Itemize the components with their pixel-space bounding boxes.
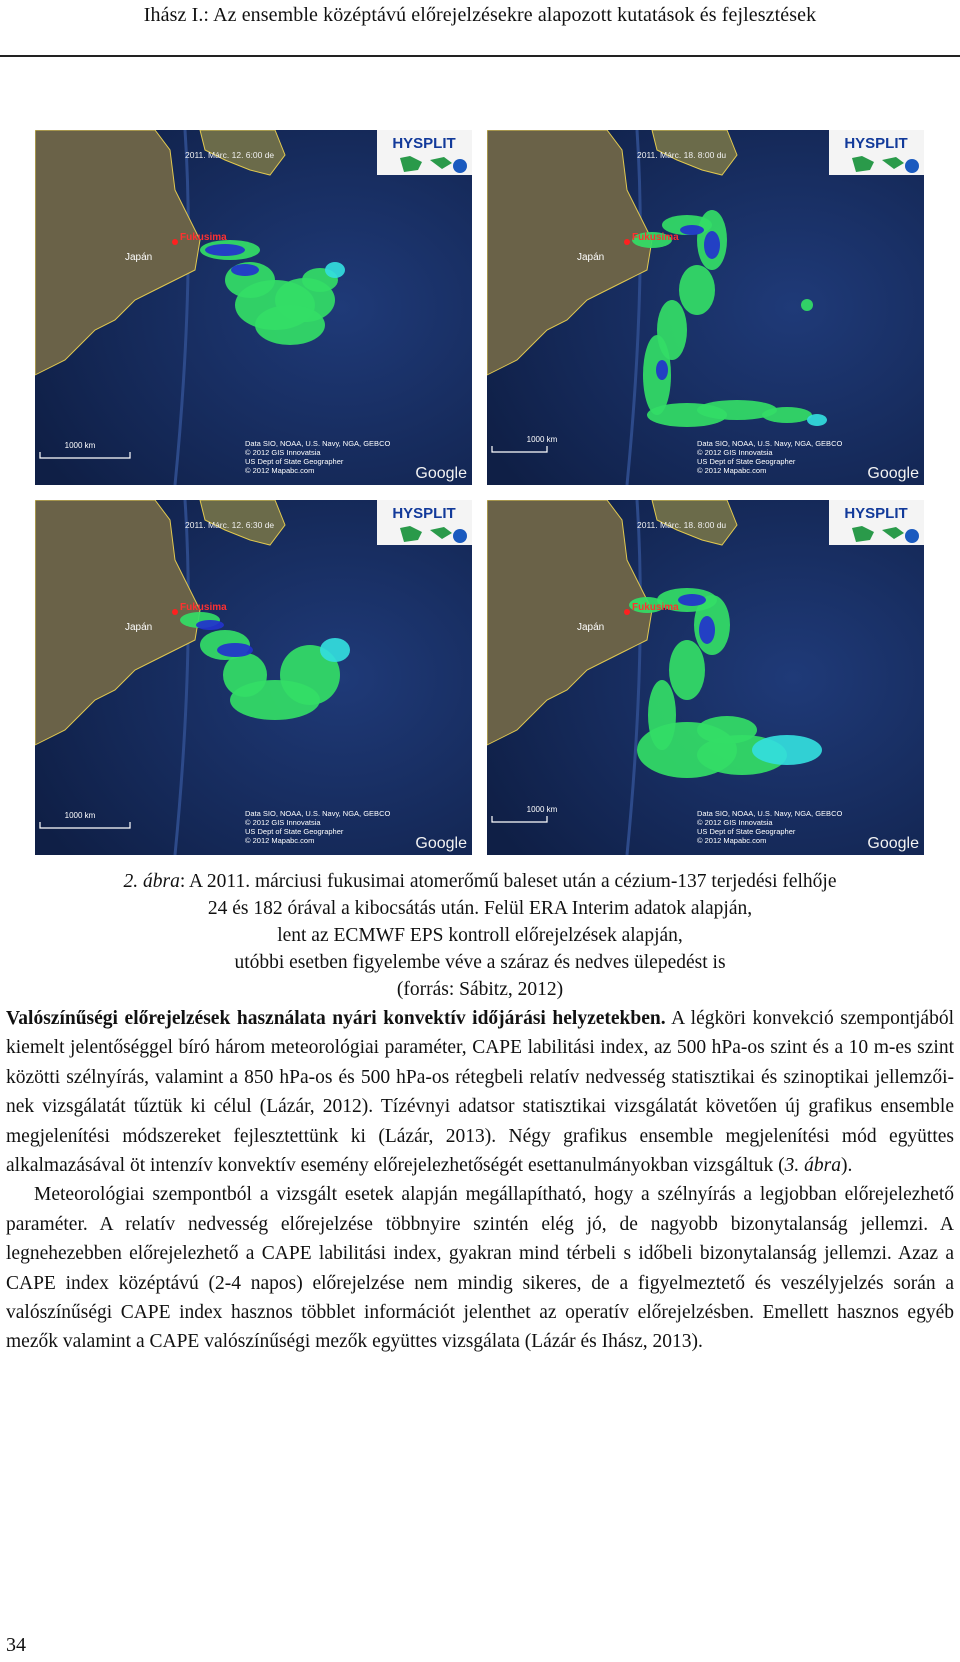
timestamp-label: 2011. Márc. 12. 6:30 de <box>185 520 275 530</box>
figure-reference: 3. ábra <box>784 1155 841 1177</box>
caption-line-3: lent az ECMWF EPS kontroll előrejelzések alapján, <box>277 925 683 946</box>
scale-label: 1000 km <box>526 805 558 814</box>
scale-label: 1000 km <box>526 435 558 444</box>
noaa-logo-icon <box>905 159 919 173</box>
data-credit: Data SIO, NOAA, U.S. Navy, NGA, GEBCO <box>697 809 843 818</box>
country-label: Japán <box>577 252 605 263</box>
plume-blob <box>320 638 350 662</box>
google-watermark: Google <box>415 465 467 482</box>
map-panel-3 <box>35 500 472 855</box>
google-watermark: Google <box>867 835 919 852</box>
plume-blob <box>699 616 715 644</box>
site-label: Fukusima <box>632 232 679 243</box>
scale-label: 1000 km <box>64 811 96 820</box>
plume-blob <box>801 299 813 311</box>
data-credit: © 2012 GIS Innovatsia <box>245 818 321 827</box>
hysplit-logo-text: HYSPLIT <box>844 505 908 522</box>
data-credit: US Dept of State Geographer <box>245 827 344 836</box>
data-credit: © 2012 GIS Innovatsia <box>245 448 321 457</box>
data-credit: US Dept of State Geographer <box>245 457 344 466</box>
figure-grid <box>35 130 925 855</box>
caption-line-4: utóbbi esetben figyelembe véve a száraz és nedves ülepedést is <box>234 952 726 973</box>
trajectory-map <box>35 130 472 485</box>
hysplit-logo-text: HYSPLIT <box>392 135 456 152</box>
data-credit: US Dept of State Geographer <box>697 457 796 466</box>
fukusima-marker <box>624 609 630 615</box>
paragraph-1 <box>6 1004 954 1180</box>
site-label: Fukusima <box>180 232 227 243</box>
caption-label: 2. ábra <box>123 871 180 892</box>
country-label: Japán <box>577 622 605 633</box>
timestamp-label: 2011. Márc. 12. 6:00 de <box>185 150 275 160</box>
plume-blob <box>680 225 704 235</box>
data-credit: Data SIO, NOAA, U.S. Navy, NGA, GEBCO <box>697 439 843 448</box>
page-number: 34 <box>6 1634 26 1656</box>
figure-caption <box>60 868 900 1003</box>
fukusima-marker <box>172 239 178 245</box>
plume-blob <box>205 244 245 256</box>
body-text <box>6 1004 954 1357</box>
country-label: Japán <box>125 252 153 263</box>
plume-blob <box>762 407 812 423</box>
trajectory-map <box>35 500 472 855</box>
data-credit: © 2012 GIS Innovatsia <box>697 818 773 827</box>
map-panel-4 <box>487 500 924 855</box>
paragraph-1-end: ). <box>840 1155 853 1177</box>
caption-line-5: (forrás: Sábitz, 2012) <box>396 979 564 1000</box>
country-label: Japán <box>125 622 153 633</box>
plume-blob <box>255 305 325 345</box>
data-credit: © 2012 GIS Innovatsia <box>697 448 773 457</box>
trajectory-map <box>487 130 924 485</box>
caption-line-1: : A 2011. márciusi fukusimai atomerőmű baleset után a cézium-137 terjedési felhője <box>179 871 837 892</box>
plume-blob <box>704 231 720 259</box>
section-runin-heading: Valószínűségi előrejelzések használata nyári konvektív időjárási helyzetekben. <box>6 1008 666 1029</box>
data-credit: © 2012 Mapabc.com <box>245 466 315 475</box>
header-rule <box>0 55 960 57</box>
data-credit: © 2012 Mapabc.com <box>697 466 767 475</box>
timestamp-label: 2011. Márc. 18. 8:00 du <box>637 150 727 160</box>
plume-blob <box>325 262 345 278</box>
site-label: Fukusima <box>180 602 227 613</box>
paragraph-1-text: A légköri konvekció szempontjából kiemelt jelentőséggel bíró három meteorológiai paraméter, CAPE labilitási index, az 500 hPa-os szint és a 10 m-es szint közötti szélnyírás, valamint a 850 hPa-os és 500 hPa-os rétegbeli relatív nedvesség statisztikai és szinoptikai jellemzőinek vizsgálatát tűztük ki célul (Lázár, 2012). Tízévnyi adatsor statisztikai vizsgálatát követően új grafikus ensemble megjelenítési módszereket fejlesztettünk ki (Lázár, 2013). Négy grafikus ensemble megjelenítési mód együttes alkalmazásával öt intenzív konvektív esemény előrejelezhetőségét esettanulmányokban vizsgáltuk ( <box>6 1008 954 1177</box>
hysplit-logo-text: HYSPLIT <box>392 505 456 522</box>
running-header: Ihász I.: Az ensemble középtávú előrejelzésekre alapozott kutatások és fejlesztések <box>143 4 817 26</box>
plume-blob <box>669 640 705 700</box>
map-panel-2 <box>487 130 924 485</box>
google-watermark: Google <box>415 835 467 852</box>
plume-blob <box>679 265 715 315</box>
noaa-logo-icon <box>453 159 467 173</box>
plume-blob <box>807 414 827 426</box>
plume-blob <box>678 594 706 606</box>
plume-blob <box>231 264 259 276</box>
plume-blob <box>656 360 668 380</box>
google-watermark: Google <box>867 465 919 482</box>
data-credit: Data SIO, NOAA, U.S. Navy, NGA, GEBCO <box>245 809 391 818</box>
map-panel-1 <box>35 130 472 485</box>
noaa-logo-icon <box>453 529 467 543</box>
data-credit: Data SIO, NOAA, U.S. Navy, NGA, GEBCO <box>245 439 391 448</box>
noaa-logo-icon <box>905 529 919 543</box>
site-label: Fukusima <box>632 602 679 613</box>
hysplit-logo-text: HYSPLIT <box>844 135 908 152</box>
caption-line-2: 24 és 182 órával a kibocsátás után. Felül ERA Interim adatok alapján, <box>207 898 753 919</box>
data-credit: © 2012 Mapabc.com <box>245 836 315 845</box>
plume-blob <box>196 620 224 630</box>
paragraph-2: Meteorológiai szempontból a vizsgált esetek alapján megállapítható, hogy a szélnyírás a legjobban előrejelezhető paraméter. A relatív nedvesség előrejelzése többnyire szintén elég jó, de nagyobb bizonytalanság jellemzi. A legnehezebben előrejelezhető a CAPE labilitási index, gyakran mind térbeli s időbeli bizonytalanság jellemzi. Azaz a CAPE index középtávú (2-4 napos) előrejelzése nem mindig sikeres, de a figyelmeztető és veszélyjelzés során a valószínűségi CAPE index hasznos többlet információt jelenthet az operatív előrejelzésben. Emellett hasznos egyéb mezők valamint a CAPE valószínűségi mezők együttes vizsgálata (Lázár és Ihász, 2013). <box>6 1184 954 1353</box>
data-credit: US Dept of State Geographer <box>697 827 796 836</box>
plume-blob <box>752 735 822 765</box>
timestamp-label: 2011. Márc. 18. 8:00 du <box>637 520 727 530</box>
fukusima-marker <box>172 609 178 615</box>
trajectory-map <box>487 500 924 855</box>
scale-label: 1000 km <box>64 441 96 450</box>
data-credit: © 2012 Mapabc.com <box>697 836 767 845</box>
plume-blob <box>217 643 253 657</box>
fukusima-marker <box>624 239 630 245</box>
plume-blob <box>697 716 757 744</box>
